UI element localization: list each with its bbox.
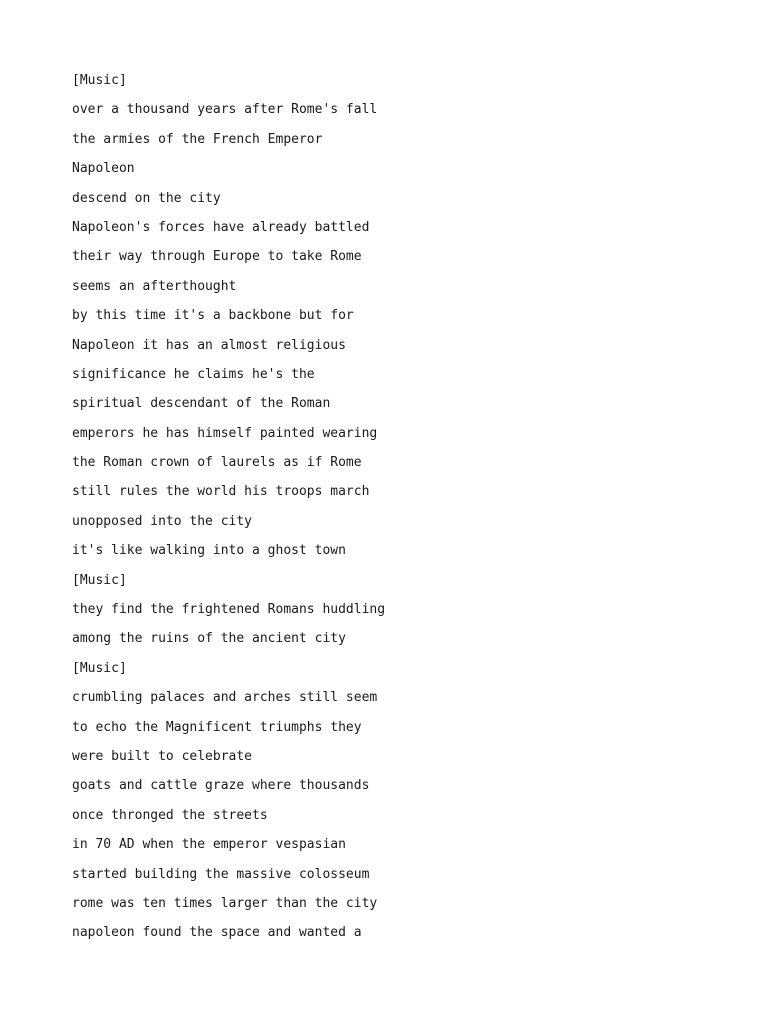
transcript-line: napoleon found the space and wanted a — [72, 925, 362, 941]
transcript-line: significance he claims he's the — [72, 366, 315, 382]
transcript-line: descend on the city — [72, 190, 221, 206]
transcript-line: by this time it's a backbone but for — [72, 308, 354, 324]
transcript-line: seems an afterthought — [72, 278, 237, 294]
transcript-line: were built to celebrate — [72, 748, 253, 764]
transcript-line: in 70 AD when the emperor vespasian — [72, 837, 346, 853]
transcript-line: over a thousand years after Rome's fall — [72, 102, 378, 118]
transcript-line: Napoleon it has an almost religious — [72, 337, 346, 353]
transcript-line: they find the frightened Romans huddling — [72, 602, 386, 618]
transcript-line: spiritual descendant of the Roman — [72, 396, 331, 412]
transcript-line: [Music] — [72, 572, 127, 588]
transcript-line: unopposed into the city — [72, 513, 253, 529]
transcript-line: Napoleon's forces have already battled — [72, 219, 370, 235]
transcript-line: goats and cattle graze where thousands — [72, 778, 370, 794]
transcript-line: it's like walking into a ghost town — [72, 543, 346, 559]
transcript-line: rome was ten times larger than the city — [72, 895, 378, 911]
transcript-line: their way through Europe to take Rome — [72, 249, 362, 265]
transcript-line: started building the massive colosseum — [72, 866, 370, 882]
transcript-line: [Music] — [72, 660, 127, 676]
transcript-line: among the ruins of the ancient city — [72, 631, 346, 647]
transcript-line: emperors he has himself painted wearing — [72, 425, 378, 441]
transcript-text — [72, 66, 385, 948]
transcript-line: still rules the world his troops march — [72, 484, 370, 500]
transcript-line: the armies of the French Emperor — [72, 131, 323, 147]
transcript-line: once thronged the streets — [72, 807, 268, 823]
transcript-line: Napoleon — [72, 161, 135, 177]
transcript-line: the Roman crown of laurels as if Rome — [72, 455, 362, 471]
transcript-line: crumbling palaces and arches still seem — [72, 690, 378, 706]
transcript-line: [Music] — [72, 73, 127, 88]
transcript-line: to echo the Magnificent triumphs they — [72, 719, 362, 735]
